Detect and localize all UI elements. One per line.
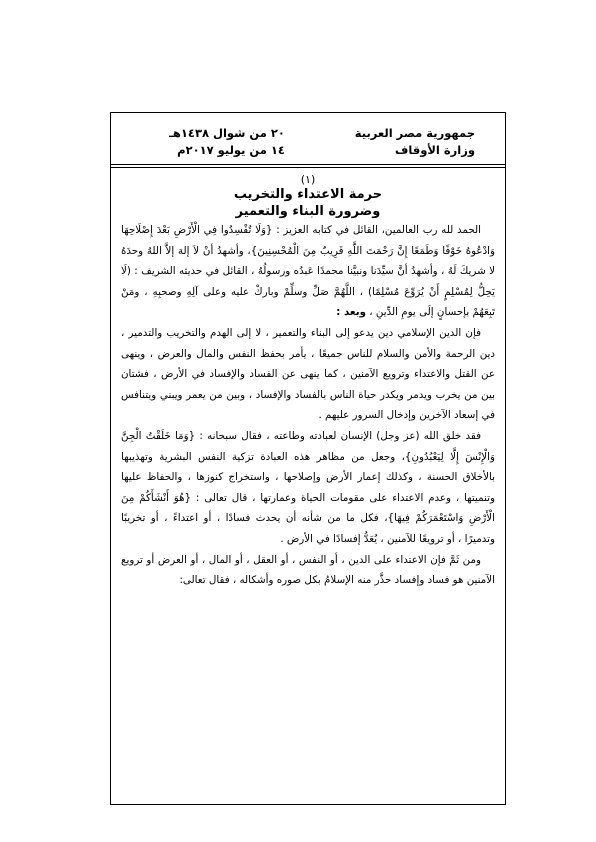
date-gregorian: ١٤ من يوليو ٢٠١٧م: [177, 143, 285, 157]
intro-end: وبعد :: [336, 306, 366, 319]
intro-paragraph: [121, 220, 495, 323]
sermon-number: (١): [300, 173, 316, 186]
intro-text: الحمد لله رب العالمين، القائل في كتابه العزيز : {وَلَا تُفْسِدُوا فِي الْأَرْضِ بَعْدَ إِصْلَاحِهَا وَادْعُوهُ خَوْفًا وَطَمَعًا إِنَّ رَحْمَتَ اللَّهِ قَرِيبٌ مِنَ الْمُحْسِنِينَ}، وأشهدُ أنْ لاَ إلهَ إلاَّ اللهُ وحدَهُ لا شريكَ لَهُ ، وأشهدُ أنَّ سيِّدَنا ونبيَّنا محمدًا عَبدُه ورسولُهُ ، القائل في حديثه الشريف : (لَا يَحِلُّ لِمُسْلِمٍ أَنْ يُرَوِّعَ مُسْلِمًا) ، اللَّهُمَّ صَلِّ وسلِّمْ وباركْ عليه وعلى آلِهِ وصحبِهِ ، ومَنْ تَبِعَهُمْ بإحسانٍ إلَى يومِ الدِّينِ ،: [121, 224, 495, 319]
ministry-block: [355, 125, 475, 159]
paragraph-1: فإن الدين الإسلامي دين يدعو إلى البناء والتعمير ، لا إلى الهدم والتخريب والتدمير ، دين الرحمة والأمن والسلام للناس جميعًا ، يأمر بحفظ النفس والمال والعرض ، وينهى عن القتل والاعتداء وترويع الآمنين ، كما ينهى عن الفساد والإفساد في الأرض ، فشتان بين من يخرب ويدمر ويكدر حياة الناس بالفساد والإفساد ، وبين من يعمر ويبني ويتنافس في إسعاد الآخرين وإدخال السرور عليهم .: [121, 326, 495, 422]
sermon-title-line2: وضرورة البناء والتعمير: [235, 204, 381, 219]
paragraph-3: ومن ثَمَّ فإن الاعتداء على الدين ، أو النفس ، أو العقل ، أو المال ، أو العرض أو ترويع الآمنين هو فساد وإفساد حذَّر منه الإسلامُ بكل صوره وأشكاله ، فقال تعالى:: [121, 553, 495, 587]
sermon-body: [121, 173, 495, 800]
sermon-title-line1: حرمة الاعتداء والتخريب: [233, 187, 383, 202]
page-header: [111, 113, 505, 168]
ministry-name: وزارة الأوقاف: [395, 143, 475, 157]
date-block: [169, 125, 285, 159]
date-hijri: ٢٠ من شوال ١٤٣٨هـ: [169, 126, 285, 140]
paragraph-2: فقد خلق الله (عز وجل) الإنسان لعبادته وطاعته ، فقال سبحانه : {وَمَا خَلَقْتُ الْجِنَّ وَالْإِنْسَ إِلَّا لِيَعْبُدُونِ}، وجعل من مظاهر هذه العبادة تزكية النفس البشرية وتهذيبها بالأخلاق الحسنة ، وكذلك إعمار الأرض وإصلاحها ، واستخراج كنوزها ، والحفاظ عليها وتنميتها ، وعدم الاعتداء على مقومات الحياة وعمارتها ، قال تعالى : {هُوَ أَنْشَأَكُمْ مِنَ الْأَرْضِ وَاسْتَعْمَرَكُمْ فِيهَا}، فكل ما من شأنه أن يحدث فسادًا ، أو اعتداءً ، أو تخريبًا وتدميرًا ، أو ترويعًا للآمنين ، يُعَدُّ إفسادًا في الأرض .: [121, 429, 495, 545]
country-name: جمهورية مصر العربية: [354, 126, 475, 140]
page-frame: [110, 112, 506, 805]
